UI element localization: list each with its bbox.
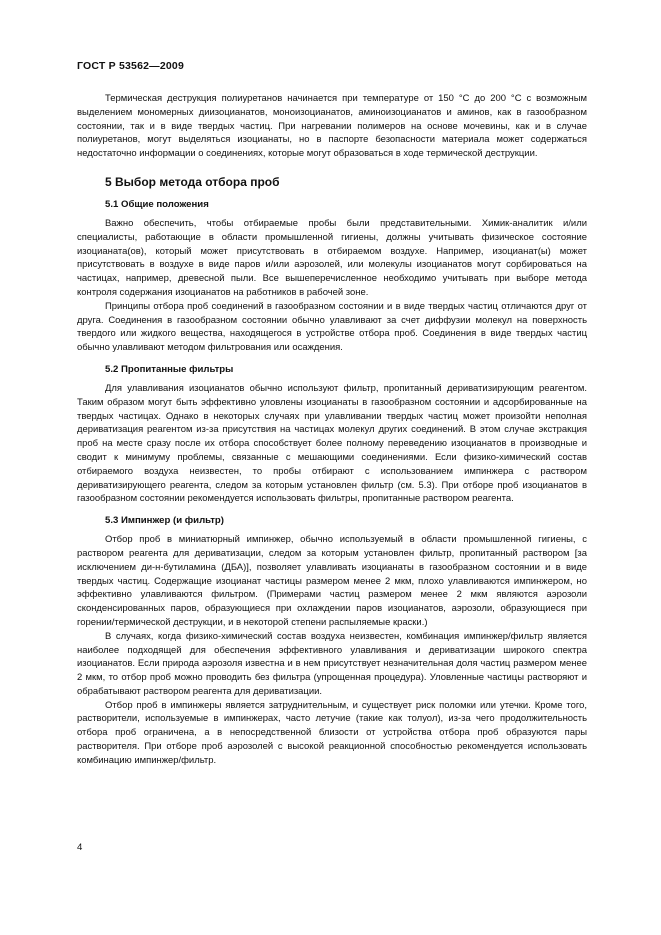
subsection-heading: 5.1 Общие положения: [105, 198, 209, 210]
section-heading: 5 Выбор метода отбора проб: [105, 174, 280, 189]
subsection-heading: 5.2 Пропитанные фильтры: [105, 363, 234, 375]
body-paragraph: Отбор проб в импинжеры является затруднительным, и существует риск поломки или утечки. Кроме того, растворители, используемые в импинжерах, часто летучие (такие как толуол), из-за чего продолжительность отбора проб ограничена, а в непосредственной близости от устройства отбора проб образуются пары растворителя. При отборе проб аэрозолей с высокой реакционной способностью рекомендуется использовать комбинацию импинжер/фильтр.: [77, 699, 587, 766]
page-body: [77, 92, 587, 768]
page-number: 4: [77, 842, 83, 853]
body-paragraph: Принципы отбора проб соединений в газообразном состоянии и в виде твердых частиц отличаются друг от друга. Соединения в газообразном состоянии обычно улавливают за счет диффузии молекул на поверхность твердого или жидкого вещества, находящегося в устройстве отбора проб. Соединения в виде твердых частиц обычно улавливают методом фильтрования или осаждения.: [77, 300, 587, 354]
body-paragraph: Отбор проб в миниатюрный импинжер, обычно используемый в области промышленной гигиены, с раствором реагента для дериватизации, следом за которым установлен фильтр, пропитанный раствором [за исключением ди-н-бутиламина (ДБА)], позволяет улавливать изоцианаты в газообразном состоянии и в виде твердых частиц. Содержащие изоцианат частицы размером менее 2 мкм, плохо улавливаются импинжером, но эффективно улавливаются фильтром. (Примерами частиц размером менее 2 мкм являются аэрозоли сконденсированных паров, образующиеся при охлаждении паров изоцианатов, аэрозоли, образующиеся при горении/термической деструкции, и в некоторой степени распыляемые краски.): [77, 534, 587, 628]
body-paragraph: Для улавливания изоцианатов обычно используют фильтр, пропитанный дериватизирующим реагентом. Таким образом могут быть эффективно уловлены изоцианаты в газообразном состоянии и адсорбированные на твердых частицах. Однако в некоторых случаях при улавливании твердых частиц может произойти неполная дериватизация реагентом из-за присутствия на частицах молекул других соединений. В этом случае экстракция проб на месте сразу после их отбора способствует более полному переведению изоцианатов в производные и сводит к минимуму проблемы, связанные с мешающими соединениями. Если физико-химический состав отбираемого воздуха неизвестен, то пробы отбирают с использованием импинжера с раствором дериватизирующего реагента, следом за которым установлен фильтр (см. 5.3). При отборе проб изоцианатов в газообразном состоянии рекомендуется использовать фильтры, пропитанные раствором реагента.: [77, 382, 587, 505]
standard-header: ГОСТ Р 53562—2009: [77, 60, 185, 72]
body-paragraph: Важно обеспечить, чтобы отбираемые пробы были представительными. Химик-аналитик и/или специалисты, работающие в области промышленной гигиены, должны учитывать физическое состояние изоцианата(ов), который может присутствовать в отбираемом воздухе. Например, изоцианат(ы) может присутствовать в воздухе в виде паров и/или аэрозолей, или молекулы изоцианатов могут сорбироваться на частицах, например, древесной пыли. Все вышеперечисленное необходимо учитывать при выборе метода контроля содержания изоцианатов на работников в рабочей зоне.: [77, 217, 587, 298]
subsection-heading: 5.3 Импинжер (и фильтр): [105, 515, 224, 527]
intro-paragraph: Термическая деструкция полиуретанов начинается при температуре от 150 °С до 200 °С с возможным выделением мономерных диизоцианатов, моноизоцианатов, аминоизоцианатов и аминов, как в газообразном состоянии, так и в виде твердых частиц. При нагревании полимеров на основе мочевины, как и в случае полиуретанов, могут выделяться изоцианаты, но в паспорте безопасности материала может содержаться недостаточно информации о соединениях, которые могут образоваться в ходе термической деструкции.: [77, 93, 587, 160]
body-paragraph: В случаях, когда физико-химический состав воздуха неизвестен, комбинация импинжер/фильтр является наиболее подходящей для обеспечения эффективного улавливания и дериватизации широкого спектра изоцианатов. Если природа аэрозоля известна и в нем присутствует незначительная доля частиц размером менее 2 мкм, то отбор проб можно проводить без фильтра (упрощенная процедура). Уловленные частицы растворяют и обрабатывают раствором реагента для дериватизации.: [77, 630, 587, 697]
